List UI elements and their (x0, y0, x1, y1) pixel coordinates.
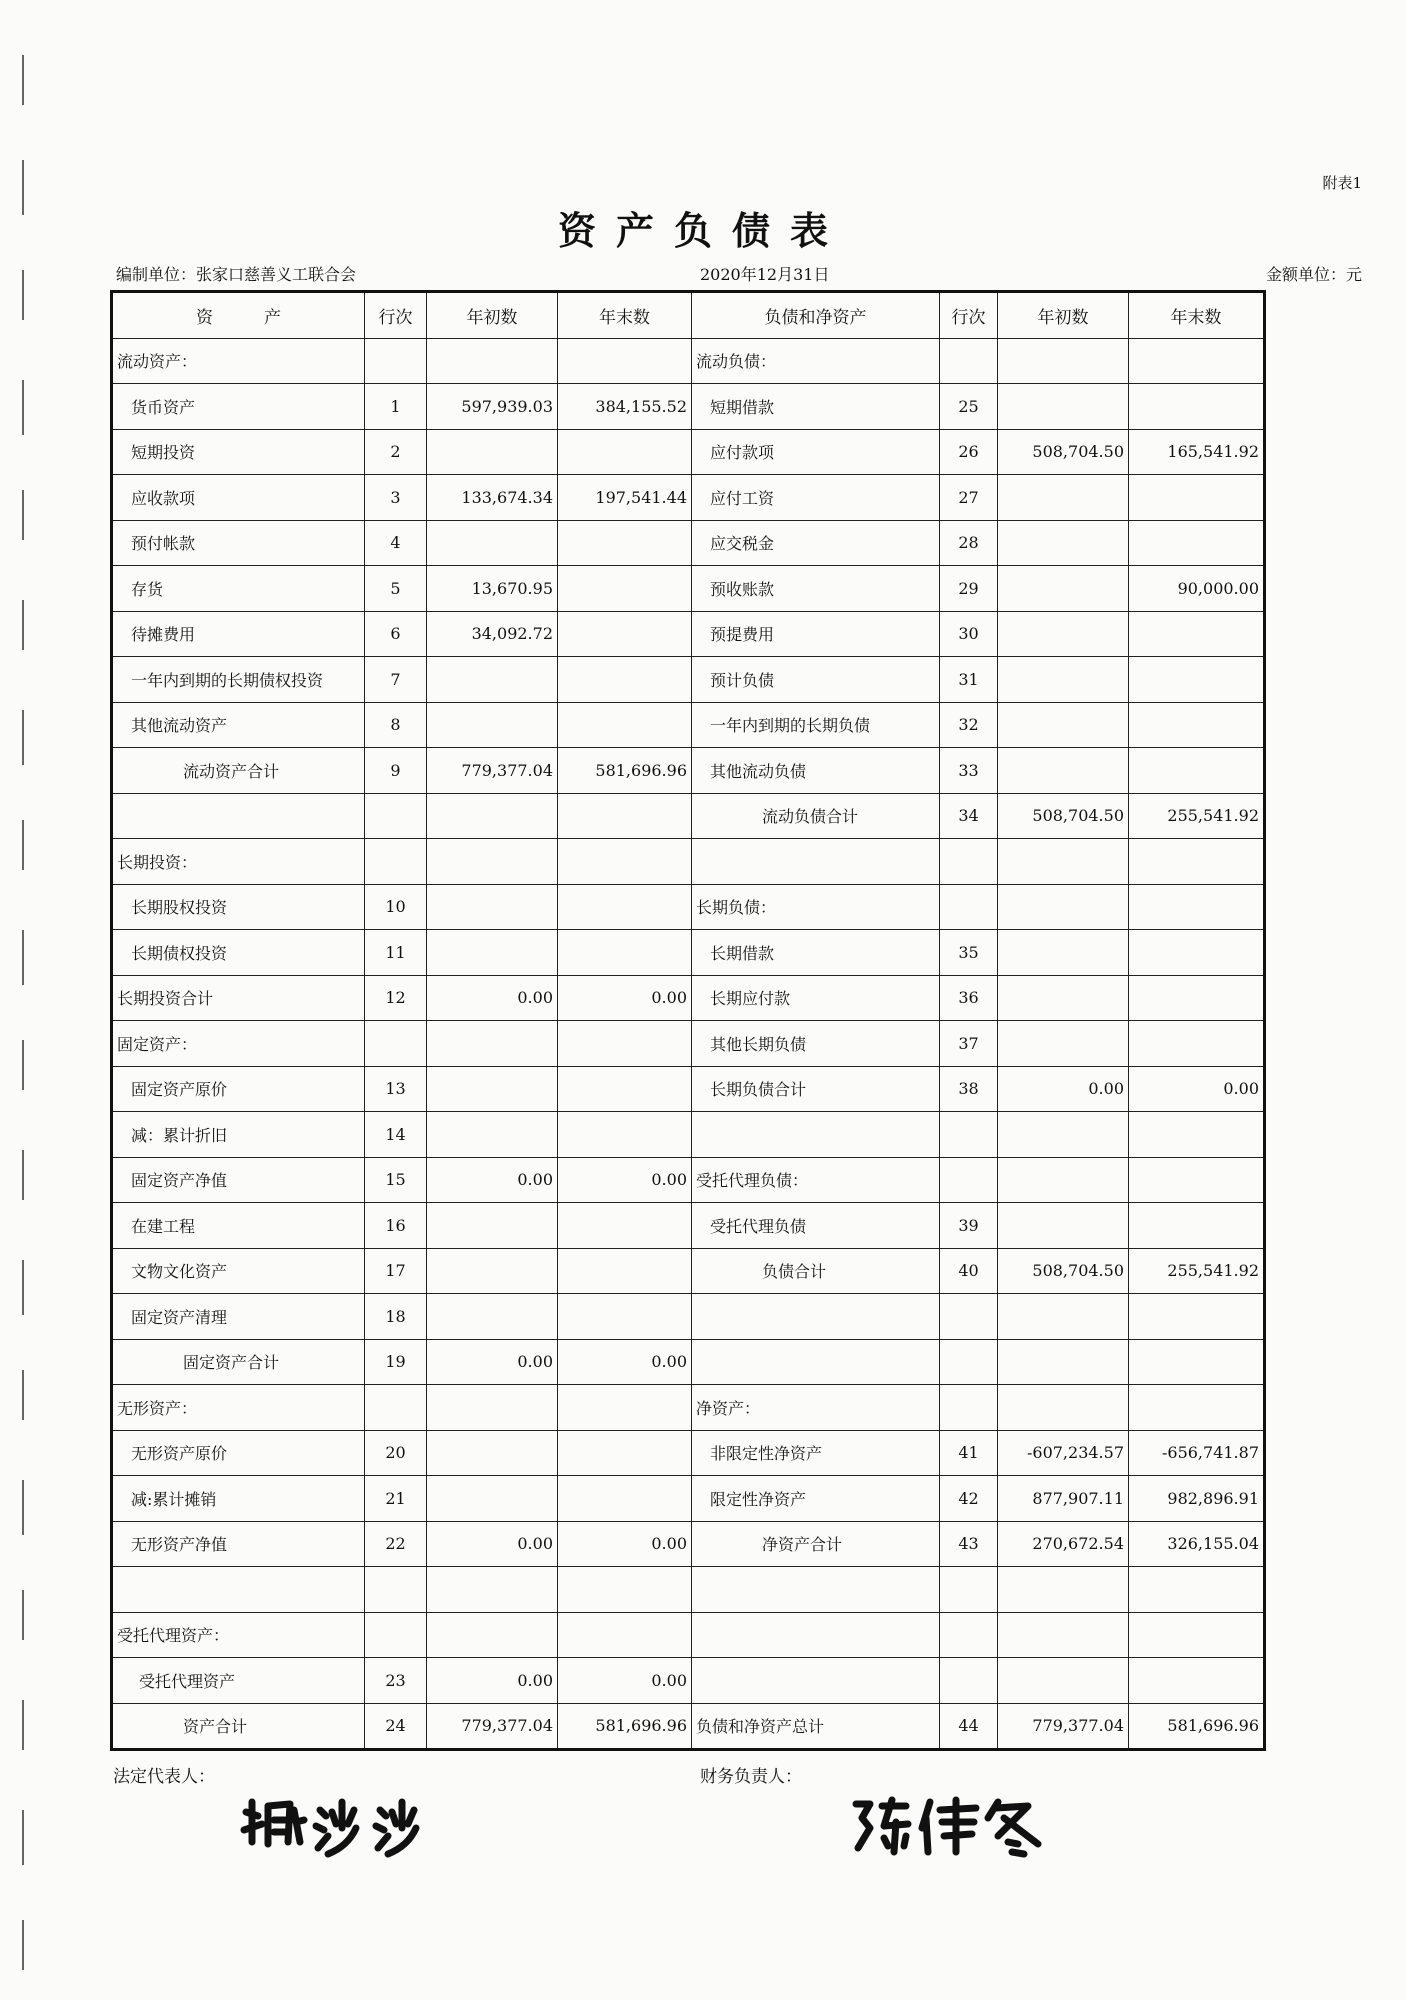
asset-end-value (558, 520, 692, 566)
asset-line-no: 3 (365, 475, 427, 521)
asset-begin-value (427, 930, 558, 976)
asset-line-no: 4 (365, 520, 427, 566)
table-row (112, 566, 1265, 612)
asset-begin-value (427, 1476, 558, 1522)
asset-line-no: 21 (365, 1476, 427, 1522)
asset-end-value (558, 1248, 692, 1294)
asset-end-value (558, 657, 692, 703)
asset-begin-value (427, 1612, 558, 1658)
table-row (112, 1658, 1265, 1704)
table-row (112, 1294, 1265, 1340)
col-header-line: 行次 (940, 292, 998, 339)
asset-begin-value: 0.00 (427, 1521, 558, 1567)
liability-end-value (1129, 338, 1265, 384)
liability-line-no: 38 (940, 1066, 998, 1112)
asset-line-no (365, 1567, 427, 1613)
asset-label: 流动资产合计 (112, 748, 365, 794)
asset-end-value (558, 702, 692, 748)
liability-label (692, 1339, 940, 1385)
asset-end-value (558, 1476, 692, 1522)
liability-end-value (1129, 475, 1265, 521)
liability-line-no: 33 (940, 748, 998, 794)
liability-begin-value (998, 520, 1129, 566)
liability-line-no: 26 (940, 429, 998, 475)
asset-begin-value: 779,377.04 (427, 1703, 558, 1750)
liability-end-value: 90,000.00 (1129, 566, 1265, 612)
table-row (112, 1521, 1265, 1567)
table-header-row (112, 292, 1265, 339)
asset-line-no: 11 (365, 930, 427, 976)
asset-label (112, 793, 365, 839)
liability-line-no (940, 1157, 998, 1203)
asset-line-no: 13 (365, 1066, 427, 1112)
asset-line-no: 5 (365, 566, 427, 612)
asset-line-no: 6 (365, 611, 427, 657)
asset-begin-value: 779,377.04 (427, 748, 558, 794)
asset-end-value: 0.00 (558, 1157, 692, 1203)
asset-begin-value (427, 702, 558, 748)
liability-label: 流动负债： (692, 338, 940, 384)
liability-end-value (1129, 975, 1265, 1021)
table-row (112, 1203, 1265, 1249)
liability-label: 其他流动负债 (692, 748, 940, 794)
asset-label: 资产合计 (112, 1703, 365, 1750)
liability-end-value (1129, 1294, 1265, 1340)
asset-line-no (365, 839, 427, 885)
asset-label: 长期股权投资 (112, 884, 365, 930)
liability-end-value (1129, 1385, 1265, 1431)
balance-sheet-table (110, 290, 1266, 1751)
asset-label: 长期投资： (112, 839, 365, 885)
asset-end-value (558, 1112, 692, 1158)
liability-end-value (1129, 1157, 1265, 1203)
liability-label: 长期负债： (692, 884, 940, 930)
liability-label: 预提费用 (692, 611, 940, 657)
asset-begin-value: 133,674.34 (427, 475, 558, 521)
liability-end-value (1129, 520, 1265, 566)
liability-line-no (940, 338, 998, 384)
asset-begin-value (427, 1112, 558, 1158)
table-row (112, 1248, 1265, 1294)
liability-begin-value (998, 1612, 1129, 1658)
liability-end-value (1129, 930, 1265, 976)
asset-label: 长期投资合计 (112, 975, 365, 1021)
asset-end-value (558, 1021, 692, 1067)
asset-line-no: 18 (365, 1294, 427, 1340)
asset-end-value (558, 566, 692, 612)
liability-label (692, 1612, 940, 1658)
liability-begin-value (998, 338, 1129, 384)
liability-begin-value (998, 1385, 1129, 1431)
asset-label: 在建工程 (112, 1203, 365, 1249)
table-row (112, 520, 1265, 566)
table-row (112, 338, 1265, 384)
liability-label: 其他长期负债 (692, 1021, 940, 1067)
asset-end-value: 0.00 (558, 1521, 692, 1567)
asset-begin-value: 0.00 (427, 975, 558, 1021)
table-row (112, 1112, 1265, 1158)
asset-label: 存货 (112, 566, 365, 612)
liability-line-no: 41 (940, 1430, 998, 1476)
asset-end-value: 0.00 (558, 1339, 692, 1385)
liability-end-value (1129, 1203, 1265, 1249)
asset-begin-value: 597,939.03 (427, 384, 558, 430)
liability-end-value: 326,155.04 (1129, 1521, 1265, 1567)
table-row (112, 657, 1265, 703)
asset-label: 其他流动资产 (112, 702, 365, 748)
liability-begin-value: -607,234.57 (998, 1430, 1129, 1476)
liability-line-no: 32 (940, 702, 998, 748)
asset-label: 固定资产合计 (112, 1339, 365, 1385)
table-row (112, 384, 1265, 430)
liability-line-no: 37 (940, 1021, 998, 1067)
liability-begin-value (998, 1294, 1129, 1340)
liability-end-value: 0.00 (1129, 1066, 1265, 1112)
asset-end-value (558, 429, 692, 475)
liability-end-value: 982,896.91 (1129, 1476, 1265, 1522)
asset-begin-value (427, 1294, 558, 1340)
asset-begin-value: 13,670.95 (427, 566, 558, 612)
table-row (112, 1430, 1265, 1476)
asset-begin-value (427, 1567, 558, 1613)
asset-end-value (558, 1385, 692, 1431)
asset-begin-value (427, 1385, 558, 1431)
asset-line-no: 8 (365, 702, 427, 748)
asset-begin-value: 34,092.72 (427, 611, 558, 657)
liability-line-no (940, 1385, 998, 1431)
asset-end-value: 197,541.44 (558, 475, 692, 521)
col-header-begin: 年初数 (427, 292, 558, 339)
asset-begin-value (427, 793, 558, 839)
liability-begin-value (998, 657, 1129, 703)
liability-line-no: 29 (940, 566, 998, 612)
liability-line-no (940, 1612, 998, 1658)
liability-label: 预计负债 (692, 657, 940, 703)
table-row (112, 1021, 1265, 1067)
liability-begin-value (998, 839, 1129, 885)
asset-line-no: 9 (365, 748, 427, 794)
liability-end-value (1129, 1567, 1265, 1613)
asset-begin-value (427, 1203, 558, 1249)
asset-label: 应收款项 (112, 475, 365, 521)
liability-label: 预收账款 (692, 566, 940, 612)
asset-begin-value: 0.00 (427, 1339, 558, 1385)
asset-line-no: 1 (365, 384, 427, 430)
liability-begin-value (998, 702, 1129, 748)
liability-line-no: 30 (940, 611, 998, 657)
col-header-end: 年末数 (558, 292, 692, 339)
liability-line-no: 27 (940, 475, 998, 521)
liability-label: 限定性净资产 (692, 1476, 940, 1522)
asset-begin-value (427, 1430, 558, 1476)
liability-label: 流动负债合计 (692, 793, 940, 839)
asset-label (112, 1567, 365, 1613)
asset-line-no: 24 (365, 1703, 427, 1750)
liability-end-value (1129, 748, 1265, 794)
liability-line-no: 35 (940, 930, 998, 976)
asset-label: 减：累计折旧 (112, 1112, 365, 1158)
org-label: 编制单位：张家口慈善义工联合会 (116, 265, 357, 284)
liability-end-value (1129, 657, 1265, 703)
page-title: 资产负债表 (557, 208, 848, 253)
asset-label: 受托代理资产 (112, 1658, 365, 1704)
table-row (112, 429, 1265, 475)
table-row (112, 1703, 1265, 1750)
liability-line-no: 25 (940, 384, 998, 430)
asset-label: 待摊费用 (112, 611, 365, 657)
asset-line-no: 7 (365, 657, 427, 703)
liability-begin-value: 508,704.50 (998, 793, 1129, 839)
liability-label: 受托代理负债： (692, 1157, 940, 1203)
liability-end-value (1129, 1658, 1265, 1704)
asset-end-value (558, 1203, 692, 1249)
liability-end-value (1129, 1612, 1265, 1658)
asset-label: 流动资产： (112, 338, 365, 384)
liability-end-value (1129, 884, 1265, 930)
asset-begin-value (427, 1248, 558, 1294)
asset-begin-value (427, 1066, 558, 1112)
liability-begin-value: 508,704.50 (998, 429, 1129, 475)
table-row (112, 1612, 1265, 1658)
asset-label: 固定资产清理 (112, 1294, 365, 1340)
asset-label: 货币资产 (112, 384, 365, 430)
col-header-begin: 年初数 (998, 292, 1129, 339)
table-row (112, 884, 1265, 930)
asset-line-no: 17 (365, 1248, 427, 1294)
asset-begin-value: 0.00 (427, 1157, 558, 1203)
liability-label: 短期借款 (692, 384, 940, 430)
liability-begin-value (998, 748, 1129, 794)
asset-end-value (558, 1294, 692, 1340)
asset-label: 文物文化资产 (112, 1248, 365, 1294)
table-row (112, 748, 1265, 794)
asset-line-no: 19 (365, 1339, 427, 1385)
liability-label: 净资产合计 (692, 1521, 940, 1567)
liability-line-no (940, 1567, 998, 1613)
asset-end-value (558, 839, 692, 885)
asset-line-no: 14 (365, 1112, 427, 1158)
asset-line-no: 10 (365, 884, 427, 930)
asset-begin-value (427, 657, 558, 703)
liability-begin-value (998, 1567, 1129, 1613)
liability-end-value (1129, 1021, 1265, 1067)
liability-label: 应付款项 (692, 429, 940, 475)
asset-label: 短期投资 (112, 429, 365, 475)
asset-line-no (365, 1021, 427, 1067)
liability-end-value (1129, 611, 1265, 657)
asset-label: 固定资产： (112, 1021, 365, 1067)
liability-line-no (940, 1294, 998, 1340)
asset-line-no: 12 (365, 975, 427, 1021)
asset-end-value (558, 1612, 692, 1658)
liability-begin-value (998, 475, 1129, 521)
liability-begin-value (998, 384, 1129, 430)
liability-end-value (1129, 1339, 1265, 1385)
liability-line-no: 36 (940, 975, 998, 1021)
asset-line-no: 20 (365, 1430, 427, 1476)
liability-label: 长期应付款 (692, 975, 940, 1021)
liability-line-no: 40 (940, 1248, 998, 1294)
asset-begin-value (427, 429, 558, 475)
liability-line-no (940, 884, 998, 930)
asset-line-no (365, 793, 427, 839)
asset-label: 减:累计摊销 (112, 1476, 365, 1522)
liability-end-value (1129, 702, 1265, 748)
asset-label: 长期债权投资 (112, 930, 365, 976)
asset-line-no: 23 (365, 1658, 427, 1704)
liability-label: 净资产： (692, 1385, 940, 1431)
asset-line-no: 15 (365, 1157, 427, 1203)
table-row (112, 702, 1265, 748)
liability-begin-value (998, 975, 1129, 1021)
table-row (112, 1066, 1265, 1112)
liability-line-no: 43 (940, 1521, 998, 1567)
liability-end-value: -656,741.87 (1129, 1430, 1265, 1476)
report-date: 2020年12月31日 (700, 265, 830, 284)
liability-begin-value: 877,907.11 (998, 1476, 1129, 1522)
liability-label (692, 1567, 940, 1613)
table-row (112, 975, 1265, 1021)
col-header-end: 年末数 (1129, 292, 1265, 339)
asset-begin-value (427, 884, 558, 930)
asset-end-value (558, 884, 692, 930)
liability-begin-value (998, 930, 1129, 976)
asset-end-value (558, 611, 692, 657)
liability-begin-value (998, 1658, 1129, 1704)
col-header-liabilities: 负债和净资产 (692, 292, 940, 339)
asset-end-value (558, 1066, 692, 1112)
liability-begin-value: 779,377.04 (998, 1703, 1129, 1750)
asset-label: 固定资产净值 (112, 1157, 365, 1203)
liability-begin-value (998, 1112, 1129, 1158)
liability-label: 应交税金 (692, 520, 940, 566)
liability-end-value (1129, 839, 1265, 885)
asset-end-value (558, 338, 692, 384)
liability-label (692, 1658, 940, 1704)
table-row (112, 1339, 1265, 1385)
asset-line-no (365, 1385, 427, 1431)
liability-end-value: 255,541.92 (1129, 793, 1265, 839)
liability-end-value: 581,696.96 (1129, 1703, 1265, 1750)
liability-label (692, 1294, 940, 1340)
liability-line-no: 31 (940, 657, 998, 703)
liability-begin-value (998, 1021, 1129, 1067)
asset-end-value: 0.00 (558, 1658, 692, 1704)
liability-line-no (940, 1658, 998, 1704)
asset-label: 无形资产原价 (112, 1430, 365, 1476)
liability-begin-value: 0.00 (998, 1066, 1129, 1112)
liability-line-no: 44 (940, 1703, 998, 1750)
col-header-line: 行次 (365, 292, 427, 339)
liability-label (692, 839, 940, 885)
asset-label: 受托代理资产： (112, 1612, 365, 1658)
asset-begin-value (427, 839, 558, 885)
liability-line-no: 28 (940, 520, 998, 566)
asset-end-value: 581,696.96 (558, 748, 692, 794)
asset-line-no: 2 (365, 429, 427, 475)
asset-label: 无形资产净值 (112, 1521, 365, 1567)
liability-label: 长期负债合计 (692, 1066, 940, 1112)
table-row (112, 1157, 1265, 1203)
liability-begin-value (998, 1339, 1129, 1385)
liability-end-value (1129, 384, 1265, 430)
table-row (112, 611, 1265, 657)
liability-end-value: 255,541.92 (1129, 1248, 1265, 1294)
liability-line-no: 42 (940, 1476, 998, 1522)
asset-end-value (558, 930, 692, 976)
liability-begin-value (998, 1157, 1129, 1203)
finance-head-signature (848, 1792, 1058, 1862)
liability-label: 非限定性净资产 (692, 1430, 940, 1476)
liability-begin-value (998, 566, 1129, 612)
liability-label: 长期借款 (692, 930, 940, 976)
liability-line-no (940, 839, 998, 885)
asset-line-no (365, 1612, 427, 1658)
liability-label: 负债合计 (692, 1248, 940, 1294)
asset-end-value: 384,155.52 (558, 384, 692, 430)
asset-line-no (365, 338, 427, 384)
liability-line-no: 34 (940, 793, 998, 839)
asset-label: 固定资产原价 (112, 1066, 365, 1112)
asset-label: 预付帐款 (112, 520, 365, 566)
table-row (112, 930, 1265, 976)
table-row (112, 1476, 1265, 1522)
liability-end-value: 165,541.92 (1129, 429, 1265, 475)
asset-begin-value: 0.00 (427, 1658, 558, 1704)
asset-label: 一年内到期的长期债权投资 (112, 657, 365, 703)
asset-end-value (558, 1430, 692, 1476)
liability-begin-value: 270,672.54 (998, 1521, 1129, 1567)
table-row (112, 475, 1265, 521)
liability-end-value (1129, 1112, 1265, 1158)
liability-line-no: 39 (940, 1203, 998, 1249)
asset-begin-value (427, 1021, 558, 1067)
asset-end-value: 0.00 (558, 975, 692, 1021)
liability-label: 应付工资 (692, 475, 940, 521)
table-row (112, 1385, 1265, 1431)
asset-begin-value (427, 338, 558, 384)
asset-label: 无形资产： (112, 1385, 365, 1431)
asset-line-no: 22 (365, 1521, 427, 1567)
asset-end-value: 581,696.96 (558, 1703, 692, 1750)
liability-label: 一年内到期的长期负债 (692, 702, 940, 748)
asset-end-value (558, 793, 692, 839)
legal-rep-label: 法定代表人： (113, 1767, 215, 1787)
table-row (112, 839, 1265, 885)
liability-begin-value (998, 884, 1129, 930)
liability-begin-value (998, 611, 1129, 657)
legal-rep-signature (238, 1792, 438, 1862)
asset-line-no: 16 (365, 1203, 427, 1249)
liability-label (692, 1112, 940, 1158)
liability-line-no (940, 1339, 998, 1385)
col-header-assets: 资 产 (112, 292, 365, 339)
liability-label: 受托代理负债 (692, 1203, 940, 1249)
binding-edge-marks (22, 0, 28, 2000)
currency-unit: 金额单位：元 (1265, 265, 1362, 284)
table-row (112, 1567, 1265, 1613)
liability-begin-value (998, 1203, 1129, 1249)
asset-end-value (558, 1567, 692, 1613)
liability-label: 负债和净资产总计 (692, 1703, 940, 1750)
attachment-label: 附表1 (1322, 174, 1362, 192)
table-row (112, 793, 1265, 839)
liability-line-no (940, 1112, 998, 1158)
asset-begin-value (427, 520, 558, 566)
liability-begin-value: 508,704.50 (998, 1248, 1129, 1294)
finance-head-label: 财务负责人： (700, 1767, 802, 1787)
